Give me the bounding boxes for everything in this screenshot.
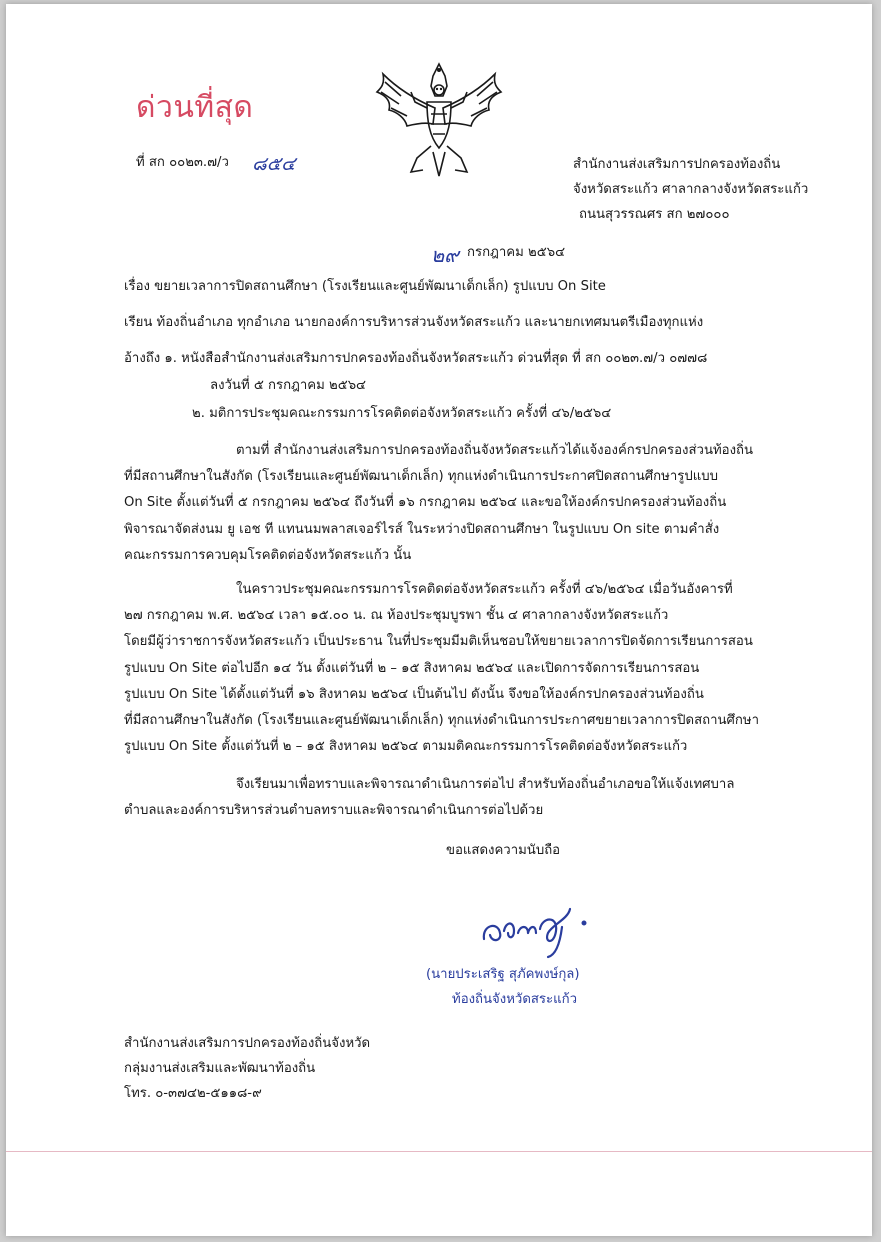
subject-line: เรื่อง ขยายเวลาการปิดสถานศึกษา (โรงเรียนและศูนย์พัฒนาเด็กเล็ก) รูปแบบ On Site (124, 279, 606, 294)
reference-number-handwritten: ๘๕๔ (252, 153, 296, 175)
address-line: ถนนสุวรรณศร สก ๒๗๐๐๐ (579, 207, 730, 222)
document-page (6, 4, 872, 1236)
body-paragraph-1 (124, 438, 799, 569)
sender-address (573, 152, 808, 227)
footer-line: กลุ่มงานส่งเสริมและพัฒนาท้องถิ่น (124, 1061, 316, 1076)
paragraph-line: คณะกรรมการควบคุมโรคติดต่อจังหวัดสระแก้ว นั้น (124, 547, 412, 563)
footer-line: โทร. ๐-๓๗๔๒-๕๑๑๘-๙ (124, 1086, 262, 1101)
paragraph-line: โดยมีผู้ว่าราชการจังหวัดสระแก้ว เป็นประธาน ในที่ประชุมมีมติเห็นชอบให้ขยายเวลาการปิดจัดการเรียนการสอน (124, 634, 753, 650)
address-line: สำนักงานส่งเสริมการปกครองท้องถิ่น (573, 157, 781, 172)
paragraph-line: รูปแบบ On Site ได้ตั้งแต่วันที่ ๑๖ สิงหาคม ๒๕๖๔ เป็นต้นไป ดังนั้น จึงขอให้องค์กรปกครองส่วนท้องถิ่น (124, 686, 704, 702)
recipient-line: เรียน ท้องถิ่นอำเภอ ทุกอำเภอ นายกองค์การบริหารส่วนจังหวัดสระแก้ว และนายกเทศมนตรีเมืองทุกแห่ง (124, 315, 704, 330)
date-day-handwritten: ๒๙ (431, 243, 459, 267)
footer-contact (124, 1031, 370, 1106)
body-paragraph-2 (124, 577, 799, 760)
reference-label: ที่ สก ๐๐๒๓.๗/ว (136, 155, 229, 170)
date-month-year: กรกฎาคม ๒๕๖๔ (467, 245, 566, 260)
paragraph-line: ๒๗ กรกฎาคม พ.ศ. ๒๕๖๔ เวลา ๑๕.๐๐ น. ณ ห้องประชุมบูรพา ชั้น ๔ ศาลากลางจังหวัดสระแก้ว (124, 608, 669, 624)
paragraph-line: จึงเรียนมาเพื่อทราบและพิจารณาดำเนินการต่อไป สำหรับท้องถิ่นอำเภอขอให้แจ้งเทศบาล (236, 777, 735, 792)
paragraph-line: รูปแบบ On Site ต่อไปอีก ๑๔ วัน ตั้งแต่วันที่ ๒ – ๑๕ สิงหาคม ๒๕๖๔ และเปิดการจัดการเรียนการสอน (124, 660, 700, 676)
signature-image (478, 899, 598, 961)
signer-name: (นายประเสริฐ สุภัคพงษ์กุล) (426, 967, 580, 982)
body-paragraph-3 (124, 772, 799, 824)
footer-line: สำนักงานส่งเสริมการปกครองท้องถิ่นจังหวัด (124, 1036, 371, 1051)
urgency-stamp: ด่วนที่สุด (136, 90, 254, 125)
paragraph-line: ตามที่ สำนักงานส่งเสริมการปกครองท้องถิ่นจังหวัดสระแก้วได้แจ้งองค์กรปกครองส่วนท้องถิ่น (236, 443, 754, 458)
paragraph-line: On Site ตั้งแต่วันที่ ๕ กรกฎาคม ๒๕๖๔ ถึงวันที่ ๑๖ กรกฎาคม ๒๕๖๔ และขอให้องค์กรปกครองส่วนท้องถิ่น (124, 495, 727, 511)
closing-regards: ขอแสดงความนับถือ (446, 843, 561, 858)
reference-item-1: อ้างถึง ๑. หนังสือสำนักงานส่งเสริมการปกครองท้องถิ่นจังหวัดสระแก้ว ด่วนที่สุด ที่ สก ๐๐๒๓.๗/ว ๐๗๗๘ (124, 351, 708, 366)
paragraph-line: พิจารณาจัดส่งนม ยู เอช ที แทนนมพลาสเจอร์ไรส์ ในระหว่างปิดสถานศึกษา ในรูปแบบ On site ตามคำสั่ง (124, 521, 720, 537)
signer-title: ท้องถิ่นจังหวัดสระแก้ว (452, 992, 577, 1007)
reference-item-1-date: ลงวันที่ ๕ กรกฎาคม ๒๕๖๔ (210, 378, 367, 393)
paragraph-line: ที่มีสถานศึกษาในสังกัด (โรงเรียนและศูนย์พัฒนาเด็กเล็ก) ทุกแห่งดำเนินการประกาศปิดสถานศึกษารูปแบบ (124, 469, 718, 485)
paragraph-line: ที่มีสถานศึกษาในสังกัด (โรงเรียนและศูนย์พัฒนาเด็กเล็ก) ทุกแห่งดำเนินการประกาศขยายเวลาการปิดสถานศึกษา (124, 713, 760, 729)
paragraph-line: ตำบลและองค์การบริหารส่วนตำบลทราบและพิจารณาดำเนินการต่อไปด้วย (124, 803, 544, 819)
paragraph-line: รูปแบบ On Site ตั้งแต่วันที่ ๒ – ๑๕ สิงหาคม ๒๕๖๔ ตามมติคณะกรรมการโรคติดต่อจังหวัดสระแก้ว (124, 739, 688, 755)
footer-rule (6, 1151, 872, 1152)
reference-item-2: ๒. มติการประชุมคณะกรรมการโรคติดต่อจังหวัดสระแก้ว ครั้งที่ ๔๖/๒๕๖๔ (192, 406, 612, 421)
paragraph-line: ในคราวประชุมคณะกรรมการโรคติดต่อจังหวัดสระแก้ว ครั้งที่ ๔๖/๒๕๖๔ เมื่อวันอังคารที่ (236, 582, 733, 597)
garuda-emblem-icon (371, 62, 507, 180)
address-line: จังหวัดสระแก้ว ศาลากลางจังหวัดสระแก้ว (573, 182, 809, 197)
